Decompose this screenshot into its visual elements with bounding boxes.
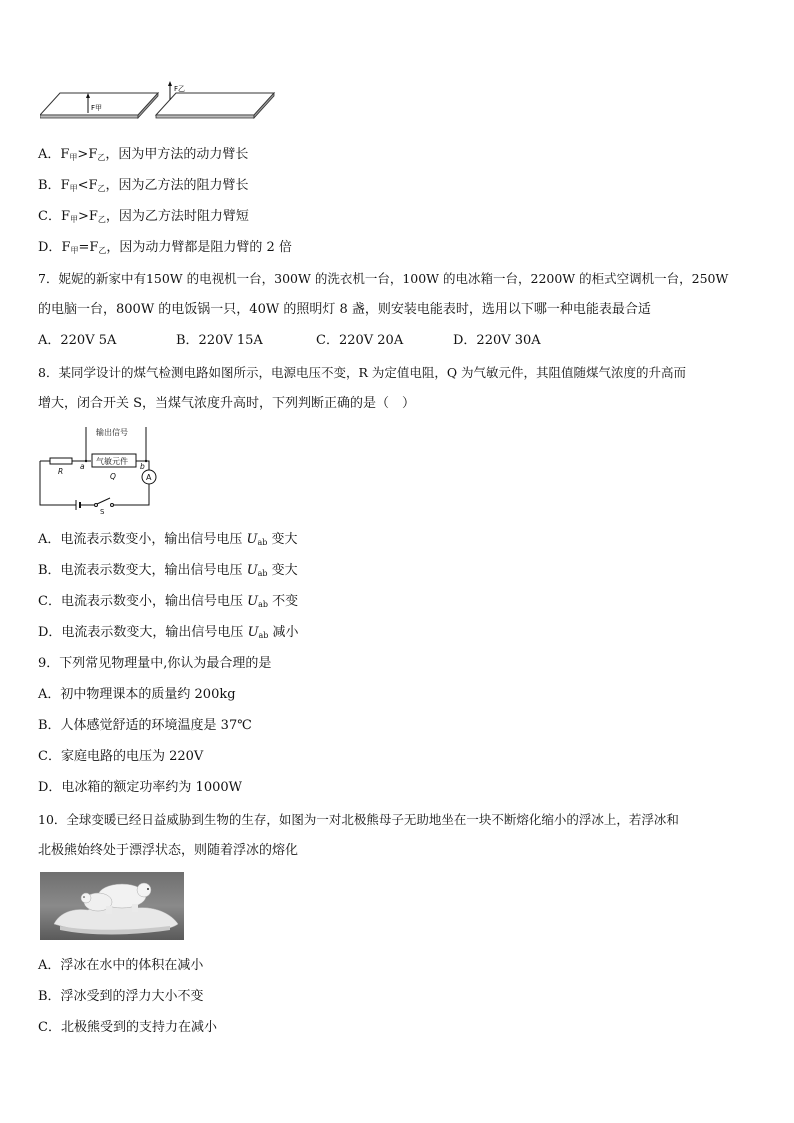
element-label: 气敏元件 [96,457,128,466]
output-signal-label: 输出信号 [96,428,128,437]
lever-figure [40,80,280,130]
q9-stem: 9．下列常见物理量中,你认为最合理的是 [38,656,272,671]
force-label-a: F甲 [91,104,103,112]
force-label-b: F乙 [174,85,186,93]
q10-option-a: A．浮冰在水中的体积在减小 [38,958,204,973]
q6-option-a: A．$F_甲>F_乙$，因为甲方法的动力臂长 [38,147,249,162]
q6-option-d: D．$F_甲=F_乙$，因为动力臂都是阻力臂的 2 倍 [38,240,292,255]
q6-option-c: C．$F_甲>F_乙$，因为乙方法时阻力臂短 [38,209,249,224]
q10-option-b: B．浮冰受到的浮力大小不变 [38,989,204,1004]
polar-bear-photo [40,872,184,940]
node-b-label: b [140,462,145,471]
q10-stem-line1: 10．全球变暖已经日益威胁到生物的生存，如图为一对北极熊母子无助地坐在一块不断熔化缩小的浮冰上，若浮冰和 [38,812,679,827]
q8-stem-line2: 增大，闭合开关 S，当煤气浓度升高时，下列判断正确的是（ ） [38,396,416,411]
q8-option-b: B．电流表示数变大，输出信号电压 $U_{ab}$ 变大 [38,563,298,578]
q10-stem-line2: 北极熊始终处于漂浮状态，则随着浮冰的熔化 [38,843,299,858]
q8-option-a: A．电流表示数变小，输出信号电压 $U_{ab}$ 变大 [38,532,298,547]
q7-stem-line2: 的电脑一台，800W 的电饭锅一只，40W 的照明灯 8 盏，则安装电能表时，选用以下哪一种电能表最合适 [38,302,651,317]
q8-stem-line1: 8．某同学设计的煤气检测电路如图所示，电源电压不变，R 为定值电阻，Q 为气敏元件，其阻值随煤气浓度的升高而 [38,365,687,380]
q9-option-a: A．初中物理课本的质量约 200kg [38,687,236,702]
q9-option-c: C．家庭电路的电压为 220V [38,749,204,764]
q8-option-d: D．电流表示数变大，输出信号电压 $U_{ab}$ 减小 [38,625,299,640]
q7-stem-line1: 7．妮妮的新家中有150W 的电视机一台，300W 的洗衣机一台，100W 的电冰箱一台，2200W 的柜式空调机一台，250W [38,271,729,286]
q9-option-d: D．电冰箱的额定功率约为 1000W [38,780,243,795]
switch-label: S [100,508,105,515]
q7-option-a: A．220V 5A [38,333,117,348]
node-a-label: a [80,462,85,471]
q7-option-b: B．220V 15A [176,333,263,348]
gas-detector-circuit [36,423,166,515]
q7-option-d: D．220V 30A [453,333,541,348]
ammeter-label: A [146,473,152,482]
q7-option-c: C．220V 20A [316,333,404,348]
resistor-r [50,458,72,464]
board-b [156,93,274,115]
q6-option-b: B．$F_甲<F_乙$，因为乙方法的阻力臂长 [38,178,249,193]
q-label: Q [110,472,116,481]
q9-option-b: B．人体感觉舒适的环境温度是 37℃ [38,718,252,733]
resistor-label: R [58,467,64,476]
q8-option-c: C．电流表示数变小，输出信号电压 $U_{ab}$ 不变 [38,594,299,609]
q10-option-c: C．北极熊受到的支持力在减小 [38,1020,217,1035]
q7-options [38,332,541,350]
